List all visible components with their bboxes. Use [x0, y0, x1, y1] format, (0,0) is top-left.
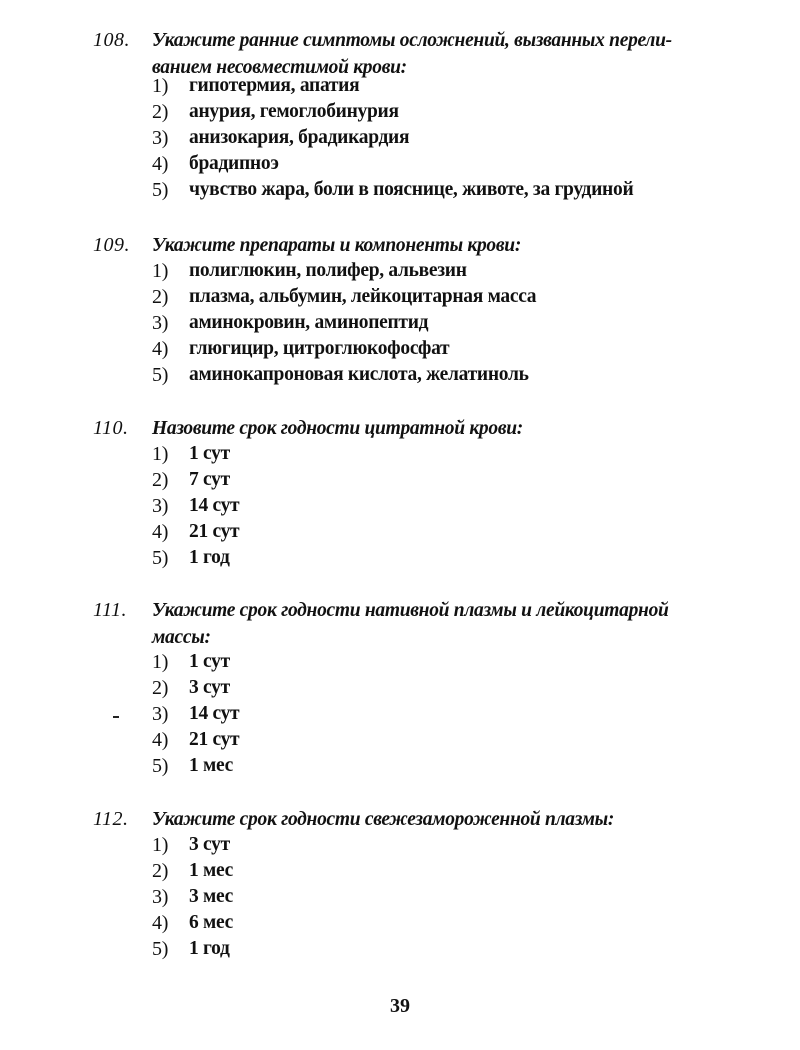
answer-option	[0, 519, 800, 545]
question-112	[0, 806, 800, 960]
option-number: 5)	[152, 547, 169, 569]
option-text: 14 сут	[189, 495, 240, 516]
question-text	[152, 415, 722, 442]
option-number: 5)	[152, 938, 169, 960]
option-text: 1 мес	[189, 860, 233, 881]
option-text: 21 сут	[189, 521, 240, 542]
option-text: гипотермия, апатия	[189, 75, 360, 96]
option-number: 4)	[152, 521, 169, 543]
question-text-line: Укажите препараты и компоненты крови:	[152, 235, 522, 256]
answer-option	[0, 493, 800, 519]
option-text: 3 мес	[189, 886, 233, 907]
question-text	[152, 597, 722, 651]
option-number: 4)	[152, 912, 169, 934]
answer-option	[0, 73, 800, 99]
option-text: полиглюкин, полифер, альвезин	[189, 260, 467, 281]
option-number: 2)	[152, 286, 169, 308]
option-number: 1)	[152, 75, 169, 97]
question-108	[0, 27, 800, 201]
option-text: анурия, гемоглобинурия	[189, 101, 399, 122]
option-text: 6 мес	[189, 912, 233, 933]
option-text: брадипноэ	[189, 153, 279, 174]
option-number: 2)	[152, 860, 169, 882]
answer-option	[0, 467, 800, 493]
question-number: 108.	[93, 29, 130, 51]
answer-option	[0, 675, 800, 701]
question-text	[152, 232, 722, 259]
page-number: 39	[390, 995, 410, 1017]
option-text: глюгицир, цитроглюкофосфат	[189, 338, 450, 359]
option-text: аминокапроновая кислота, желатиноль	[189, 364, 529, 385]
answer-option	[0, 753, 800, 779]
answer-option	[0, 832, 800, 858]
answer-option	[0, 701, 800, 727]
question-number: 109.	[93, 234, 130, 256]
option-number: 2)	[152, 101, 169, 123]
option-text: 1 год	[189, 547, 230, 568]
option-text: 7 сут	[189, 469, 230, 490]
question-text-line: Назовите срок годности цитратной крови:	[152, 418, 523, 439]
option-text: 3 сут	[189, 677, 230, 698]
option-number: 3)	[152, 127, 169, 149]
option-number: 1)	[152, 834, 169, 856]
option-number: 4)	[152, 153, 169, 175]
stray-dash-mark	[113, 716, 119, 718]
answer-option	[0, 336, 800, 362]
option-text: 1 год	[189, 938, 230, 959]
answer-option	[0, 177, 800, 203]
option-number: 3)	[152, 886, 169, 908]
question-number: 111.	[93, 599, 128, 621]
answer-option	[0, 858, 800, 884]
option-number: 5)	[152, 179, 169, 201]
option-text: 1 сут	[189, 651, 230, 672]
option-number: 3)	[152, 312, 169, 334]
answer-option	[0, 284, 800, 310]
question-text-line: ванием несовместимой крови:	[152, 57, 407, 78]
option-number: 1)	[152, 651, 169, 673]
option-number: 4)	[152, 729, 169, 751]
answer-option	[0, 258, 800, 284]
option-text: 1 сут	[189, 443, 230, 464]
option-text: анизокария, брадикардия	[189, 127, 410, 148]
answer-option	[0, 310, 800, 336]
option-text: 1 мес	[189, 755, 233, 776]
option-number: 4)	[152, 338, 169, 360]
question-111	[0, 597, 800, 777]
option-number: 1)	[152, 260, 169, 282]
question-text-line: Укажите срок годности нативной плазмы и лейкоцитарной	[152, 600, 669, 621]
answer-option	[0, 125, 800, 151]
option-number: 3)	[152, 495, 169, 517]
option-text: 21 сут	[189, 729, 240, 750]
question-text-line: Укажите срок годности свежезамороженной плазмы:	[152, 809, 615, 830]
answer-option	[0, 649, 800, 675]
option-number: 3)	[152, 703, 169, 725]
answer-option	[0, 884, 800, 910]
answer-option	[0, 936, 800, 962]
option-text: плазма, альбумин, лейкоцитарная масса	[189, 286, 537, 307]
option-text: аминокровин, аминопептид	[189, 312, 429, 333]
question-text	[152, 806, 722, 833]
question-text-line: массы:	[152, 627, 211, 648]
answer-option	[0, 441, 800, 467]
answer-option	[0, 99, 800, 125]
question-109	[0, 232, 800, 386]
question-110	[0, 415, 800, 569]
answer-option	[0, 545, 800, 571]
option-text: чувство жара, боли в пояснице, животе, за грудиной	[189, 179, 634, 200]
answer-option	[0, 151, 800, 177]
option-text: 3 сут	[189, 834, 230, 855]
answer-option	[0, 362, 800, 388]
option-number: 5)	[152, 364, 169, 386]
option-number: 2)	[152, 469, 169, 491]
question-number: 112.	[93, 808, 129, 830]
option-number: 1)	[152, 443, 169, 465]
question-number: 110.	[93, 417, 129, 439]
option-text: 14 сут	[189, 703, 240, 724]
option-number: 2)	[152, 677, 169, 699]
question-text-line: Укажите ранние симптомы осложнений, вызванных перели-	[152, 30, 672, 51]
option-number: 5)	[152, 755, 169, 777]
answer-option	[0, 727, 800, 753]
answer-option	[0, 910, 800, 936]
